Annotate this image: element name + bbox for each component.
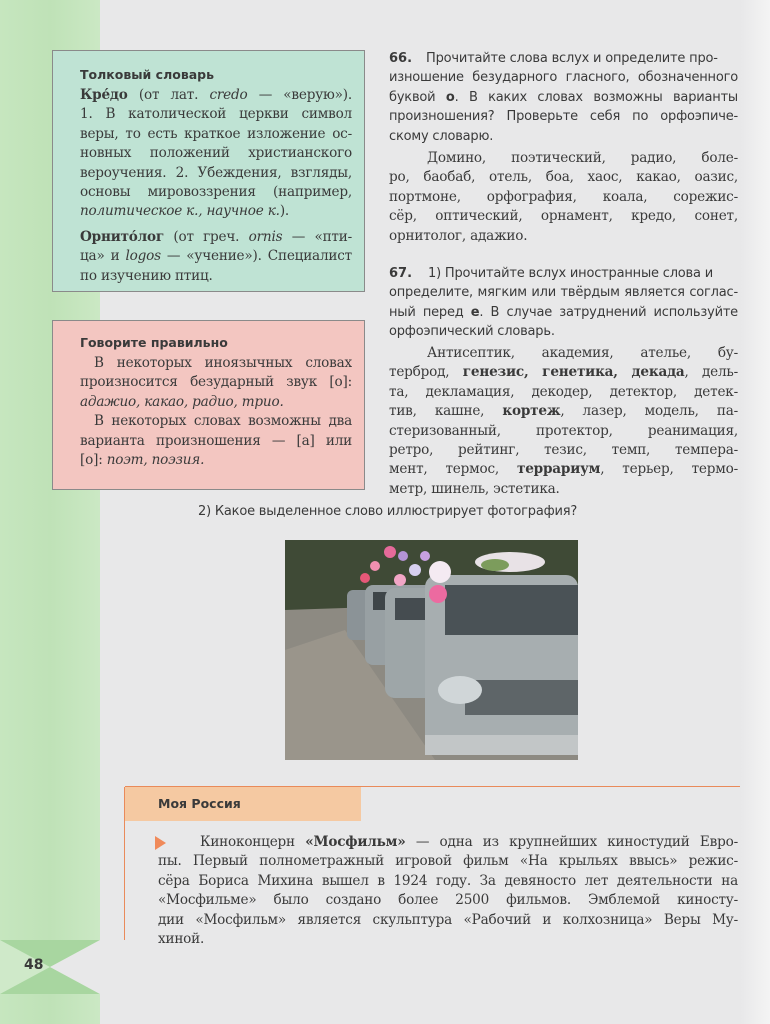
text-segment: метр, шинель, эстетика. [389,480,560,497]
text-segment: веры, то есть краткое изложение ос- [80,125,352,142]
text-line [389,283,738,302]
text-segment: (от лат. [127,87,210,103]
bold-text: е [470,304,480,320]
text-line [80,354,352,373]
text-segment: новных положений христианского [80,145,352,162]
text-segment: Киноконцерн [200,834,306,850]
text-segment: ретро, рейтинг, тезис, темп, темпера- [389,441,738,458]
text-segment: варианта произношения — [а] или [80,432,352,449]
text-line [80,164,352,183]
text-line [80,393,352,412]
text-line [389,363,738,382]
text-line [158,872,738,891]
bold-text: кортеж [502,403,561,420]
text-segment: [о]: [80,451,107,468]
italic-text: поэт, поэзия. [106,451,205,468]
text-line [389,168,738,187]
text-segment: ный перед [389,304,471,320]
text-segment: буквой [389,89,446,105]
text-segment: определите, мягким или твёрдым является соглас- [389,285,738,301]
exercise-66-words [389,149,738,246]
text-segment: основы мировоззрения (например, [80,183,352,200]
text-segment: — «учение»). Специалист [160,248,352,265]
text-segment: , терьер, термо- [600,461,738,478]
text-segment: Антисептик, академия, ателье, бу- [427,345,738,361]
text-segment: мент, термос, [389,461,517,478]
bold-text: Кре́до [80,87,128,103]
text-line [80,267,352,286]
text-line [80,105,352,124]
text-line [80,202,352,221]
text-segment: произношения? Проверьте себя по орфоэпиче- [389,109,738,125]
text-line [80,432,352,451]
text-line [389,303,738,322]
my-russia-heading: Моя Россия [158,796,241,811]
text-segment: В некоторых иноязычных словах [94,355,352,371]
text-line [80,86,352,105]
page-edge-shadow [740,0,770,1024]
exercise-67-words [389,344,738,499]
text-line [428,264,738,283]
text-line [389,460,738,479]
text-segment: . В каких словах возможны варианты [454,89,738,105]
text-line [389,227,738,246]
page-number: 48 [24,957,44,973]
text-segment: терброд, [389,364,463,381]
text-line [389,402,738,421]
text-line [389,88,738,107]
exercise-66-instruction-first [426,49,738,68]
text-segment: портмоне, орфография, коала, сорежис- [389,188,738,205]
text-line [389,441,738,460]
text-segment: 1) Прочитайте вслух иностранные слова и [428,266,713,281]
text-segment: , дель- [684,364,738,381]
text-segment: «Мосфильме» было создано более 2500 фильмов. Эмблемой киносту- [158,892,738,909]
dictionary-heading: Толковый словарь [80,67,215,82]
text-line [80,228,352,247]
text-segment: стеризованный, протектор, реанимация, [389,422,738,439]
bold-text: Орнито́лог [80,228,165,245]
text-segment: (от греч. [164,228,249,245]
text-line [80,373,352,392]
text-segment: дии «Мосфильм» является скульптура «Рабочий и колхозница» Веры Му- [158,911,738,928]
exercise-67-instruction-first [428,264,738,283]
text-line [80,247,352,266]
flowers [475,552,545,572]
dictionary-box [52,50,365,292]
car-front [425,575,578,755]
text-segment: по изучению птиц. [80,267,213,284]
text-segment: ро, баобаб, отель, боа, хаос, какао, оазис, [389,169,738,186]
text-segment: сёр, оптический, орнамент, кредо, сонет, [389,208,738,225]
text-line [158,930,738,949]
my-russia-header [125,787,361,821]
text-segment: орнитолог, адажио. [389,227,528,244]
italic-text: logos [125,248,161,265]
text-segment: — «верую»). [247,87,352,103]
text-segment: орфоэпический словарь. [389,324,555,340]
text-line [389,149,738,168]
text-line [158,911,738,930]
exercise-67-number: 67. [389,266,413,281]
text-segment: ). [279,203,290,220]
text-segment: 1. В католической церкви символ [80,106,352,123]
bold-text: генезис, генетика, декада [462,364,685,381]
text-line [389,207,738,226]
text-line [389,422,738,441]
exercise-66-number: 66. [389,51,413,66]
text-segment: скому словарю. [389,128,494,144]
text-segment: та, декламация, декодер, детектор, детек- [389,383,738,400]
text-segment: пы. Первый полнометражный игровой фильм «На крыльях ввысь» режис- [158,853,738,870]
text-segment: , лазер, модель, па- [560,403,738,420]
exercise-67-question-2: 2) Какое выделенное слово иллюстрирует фотография? [198,504,578,519]
italic-text: политическое к., научное к. [80,203,280,220]
text-line [426,49,738,68]
bold-text: террариум [517,461,601,478]
italic-text: адажио, какао, радио, трио. [80,393,284,410]
text-segment: В некоторых словах возможны два [94,413,352,430]
text-segment: сёра Бориса Михина вышел в 1924 году. За девяносто лет деятельности на [158,872,738,889]
text-line [389,107,738,126]
text-segment: произносится безударный звук [о]: [80,374,352,391]
exercise-66-instruction [389,68,738,146]
text-line [158,891,738,910]
my-russia-text [158,833,738,949]
text-segment: вероучения. 2. Убеждения, взгляды, [80,164,352,181]
text-segment: — «пти- [282,228,353,245]
text-segment: изношение безударного гласного, обозначенного [389,70,738,86]
text-segment: хиной. [158,930,205,947]
text-segment: . В случае затруднений используйте [479,304,738,320]
text-line [389,68,738,87]
text-line [80,183,352,202]
text-line [158,833,738,852]
bold-text: о [445,89,455,105]
speak-correctly-heading: Говорите правильно [80,335,228,350]
text-segment: Домино, поэтический, радио, боле- [427,150,738,166]
page-number-badge [0,940,100,994]
text-segment: ца» и [80,248,126,265]
speak-correctly-text [80,354,352,470]
text-line [389,344,738,363]
text-line [80,125,352,144]
speak-correctly-box [52,320,365,490]
bold-text: «Мосфильм» [305,834,406,850]
text-line [389,322,738,341]
italic-text: ornis [248,228,283,245]
text-line [80,412,352,431]
dictionary-text [80,86,352,286]
text-segment: тив, кашне, [389,403,503,420]
text-line [80,451,352,470]
italic-text: credo [209,87,248,103]
text-line [389,188,738,207]
text-line [80,144,352,163]
cortege-photo [285,540,578,760]
text-line [389,480,738,499]
text-line [389,383,738,402]
text-segment: — одна из крупнейших киностудий Евро- [405,834,738,850]
text-segment: Прочитайте слова вслух и определите про- [426,51,718,66]
text-line [158,852,738,871]
text-line [389,127,738,146]
exercise-67-instruction [389,283,738,341]
